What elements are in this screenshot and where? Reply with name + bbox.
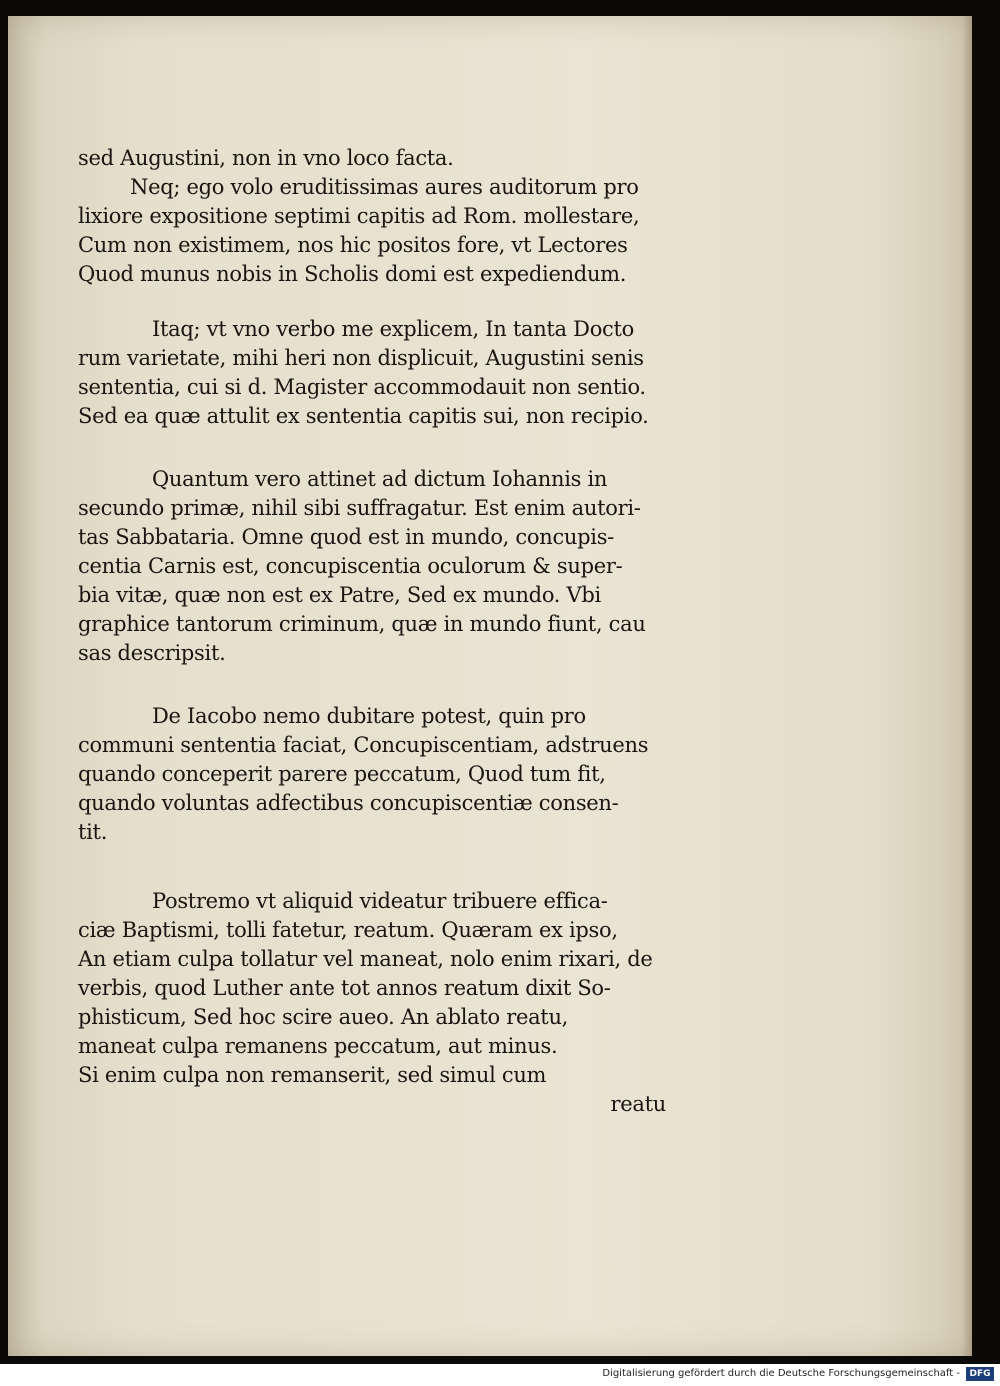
text-line: sententia, cui si d. Magister accommodauit non sentio. [78, 375, 646, 399]
book-page [8, 16, 972, 1356]
text-line: Si enim culpa non remanserit, sed simul cum [78, 1063, 547, 1087]
text-line: tit. [78, 820, 108, 844]
text-line: graphice tantorum criminum, quæ in mundo fiunt, cau [78, 612, 646, 636]
paragraph-2 [78, 173, 678, 289]
page-edge-shadow [962, 16, 972, 1356]
text-line: bia vitæ, quæ non est ex Patre, Sed ex mundo. Vbi [78, 583, 601, 607]
text-line: Quantum vero attinet ad dictum Iohannis in [152, 467, 608, 491]
paragraph-gap [78, 431, 678, 465]
text-line: Itaq; vt vno verbo me explicem, In tanta Docto [152, 317, 634, 341]
text-line: Sed ea quæ attulit ex sententia capitis sui, non recipio. [78, 404, 649, 428]
text-line: verbis, quod Luther ante tot annos reatum dixit So- [78, 976, 611, 1000]
text-line: phisticum, Sed hoc scire aueo. An ablato reatu, [78, 1005, 569, 1029]
page-text [78, 144, 678, 1119]
text-line: sas descripsit. [78, 641, 226, 665]
text-line: ciæ Baptismi, tolli fatetur, reatum. Quæram ex ipso, [78, 918, 618, 942]
text-line: sed Augustini, non in vno loco facta. [78, 146, 454, 170]
paragraph-gap [78, 847, 678, 887]
text-line: rum varietate, mihi heri non displicuit, Augustini senis [78, 346, 644, 370]
text-line: Quod munus nobis in Scholis domi est expediendum. [78, 262, 627, 286]
text-line: centia Carnis est, concupiscentia oculorum & super- [78, 554, 623, 578]
paragraph-5 [78, 702, 678, 847]
text-line: tas Sabbataria. Omne quod est in mundo, concupis- [78, 525, 614, 549]
text-line: Cum non existimem, nos hic positos fore, vt Lectores [78, 233, 628, 257]
paragraph-gap [78, 668, 678, 702]
text-line: Postremo vt aliquid videatur tribuere effica- [152, 889, 608, 913]
paragraph-4 [78, 465, 678, 668]
text-line: communi sententia faciat, Concupiscentiam, adstruens [78, 733, 649, 757]
catchword: reatu [610, 1092, 666, 1116]
paragraph-3 [78, 315, 678, 431]
text-line: An etiam culpa tollatur vel maneat, nolo enim rixari, de [78, 947, 653, 971]
paragraph-gap [78, 289, 678, 315]
text-line: maneat culpa remanens peccatum, aut minus. [78, 1034, 558, 1058]
text-line: Neq; ego volo eruditissimas aures auditorum pro [130, 175, 639, 199]
paragraph-1 [78, 144, 678, 173]
text-line: De Iacobo nemo dubitare potest, quin pro [152, 704, 586, 728]
footer-bar [0, 1364, 1000, 1386]
text-line: quando conceperit parere peccatum, Quod tum fit, [78, 762, 606, 786]
dfg-logo: DFG [966, 1367, 994, 1381]
text-line: secundo primæ, nihil sibi suffragatur. Est enim autori- [78, 496, 641, 520]
text-line: lixiore expositione septimi capitis ad Rom. mollestare, [78, 204, 640, 228]
text-line: quando voluntas adfectibus concupiscentiæ consen- [78, 791, 619, 815]
paragraph-6 [78, 887, 678, 1119]
funding-notice: Digitalisierung gefördert durch die Deutsche Forschungsgemeinschaft - [602, 1368, 960, 1379]
